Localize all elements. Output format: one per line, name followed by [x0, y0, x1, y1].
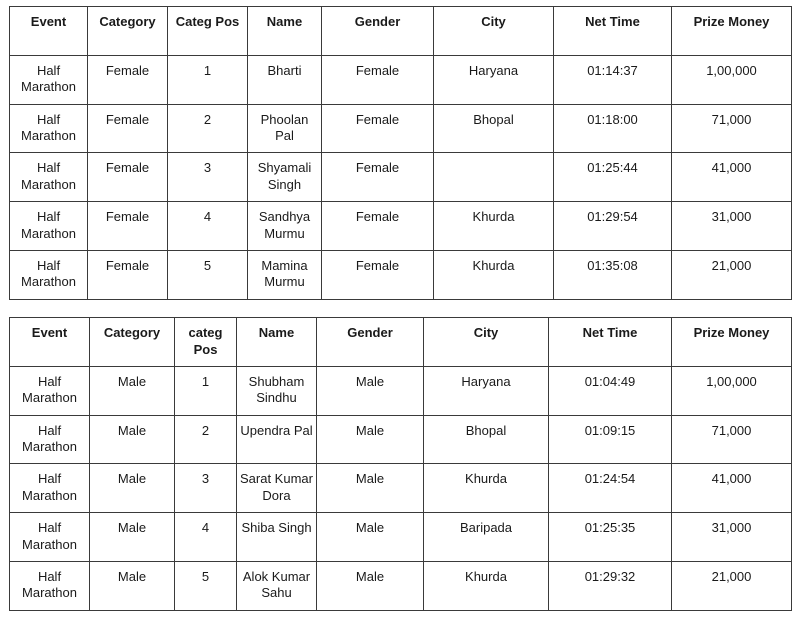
column-header-name: Name [248, 7, 322, 56]
cell-prize-money: 71,000 [672, 104, 792, 153]
column-header-gender: Gender [322, 7, 434, 56]
cell-category: Female [88, 153, 168, 202]
cell-event: Half Marathon [10, 250, 88, 299]
cell-category-position: 1 [168, 55, 248, 104]
column-header-event: Event [10, 7, 88, 56]
cell-city: Haryana [424, 366, 549, 415]
cell-category: Male [90, 561, 175, 610]
column-header-net-time: Net Time [549, 318, 672, 367]
cell-net-time: 01:35:08 [554, 250, 672, 299]
table-row [10, 153, 792, 202]
table-row [10, 104, 792, 153]
cell-city: Khurda [424, 464, 549, 513]
cell-name: Mamina Murmu [248, 250, 322, 299]
cell-gender: Male [317, 513, 424, 562]
cell-city: Baripada [424, 513, 549, 562]
cell-category: Female [88, 202, 168, 251]
column-header-category-position: categ Pos [175, 318, 237, 367]
cell-city: Haryana [434, 55, 554, 104]
table-row [10, 250, 792, 299]
table-row [10, 464, 792, 513]
cell-name: Shiba Singh [237, 513, 317, 562]
cell-name: Shyamali Singh [248, 153, 322, 202]
cell-event: Half Marathon [10, 202, 88, 251]
cell-category: Female [88, 104, 168, 153]
column-header-event: Event [10, 318, 90, 367]
cell-city: Khurda [434, 202, 554, 251]
female-results-body [10, 7, 792, 300]
cell-category-position: 4 [175, 513, 237, 562]
cell-city: Khurda [434, 250, 554, 299]
male-results-body [10, 318, 792, 611]
cell-city: Bhopal [434, 104, 554, 153]
cell-prize-money: 31,000 [672, 513, 792, 562]
cell-net-time: 01:25:35 [549, 513, 672, 562]
cell-name: Sandhya Murmu [248, 202, 322, 251]
cell-category: Male [90, 415, 175, 464]
cell-category-position: 3 [168, 153, 248, 202]
cell-city [434, 153, 554, 202]
table-row [10, 202, 792, 251]
cell-name: Bharti [248, 55, 322, 104]
table-row [10, 561, 792, 610]
cell-net-time: 01:29:54 [554, 202, 672, 251]
cell-gender: Male [317, 366, 424, 415]
cell-event: Half Marathon [10, 55, 88, 104]
cell-gender: Female [322, 153, 434, 202]
cell-event: Half Marathon [10, 513, 90, 562]
cell-category-position: 2 [168, 104, 248, 153]
table-row [10, 513, 792, 562]
cell-prize-money: 71,000 [672, 415, 792, 464]
cell-category-position: 5 [168, 250, 248, 299]
cell-gender: Female [322, 250, 434, 299]
female-results-table [9, 6, 792, 300]
column-header-net-time: Net Time [554, 7, 672, 56]
header-row [10, 7, 792, 56]
cell-net-time: 01:04:49 [549, 366, 672, 415]
male-results-table [9, 317, 792, 611]
cell-net-time: 01:24:54 [549, 464, 672, 513]
table-row [10, 366, 792, 415]
cell-category: Female [88, 55, 168, 104]
cell-category: Female [88, 250, 168, 299]
cell-category-position: 4 [168, 202, 248, 251]
cell-gender: Female [322, 202, 434, 251]
cell-category: Male [90, 464, 175, 513]
cell-gender: Female [322, 55, 434, 104]
column-header-prize-money: Prize Money [672, 7, 792, 56]
cell-net-time: 01:25:44 [554, 153, 672, 202]
cell-name: Upendra Pal [237, 415, 317, 464]
cell-net-time: 01:09:15 [549, 415, 672, 464]
cell-name: Sarat Kumar Dora [237, 464, 317, 513]
cell-prize-money: 21,000 [672, 250, 792, 299]
cell-city: Bhopal [424, 415, 549, 464]
cell-net-time: 01:14:37 [554, 55, 672, 104]
cell-gender: Female [322, 104, 434, 153]
cell-prize-money: 1,00,000 [672, 55, 792, 104]
cell-prize-money: 1,00,000 [672, 366, 792, 415]
cell-city: Khurda [424, 561, 549, 610]
column-header-category: Category [88, 7, 168, 56]
column-header-name: Name [237, 318, 317, 367]
cell-net-time: 01:18:00 [554, 104, 672, 153]
column-header-gender: Gender [317, 318, 424, 367]
cell-gender: Male [317, 561, 424, 610]
cell-category-position: 3 [175, 464, 237, 513]
cell-prize-money: 21,000 [672, 561, 792, 610]
cell-event: Half Marathon [10, 561, 90, 610]
cell-event: Half Marathon [10, 464, 90, 513]
cell-gender: Male [317, 415, 424, 464]
cell-prize-money: 41,000 [672, 153, 792, 202]
cell-net-time: 01:29:32 [549, 561, 672, 610]
column-header-city: City [424, 318, 549, 367]
cell-category-position: 2 [175, 415, 237, 464]
cell-category-position: 5 [175, 561, 237, 610]
cell-event: Half Marathon [10, 104, 88, 153]
cell-prize-money: 41,000 [672, 464, 792, 513]
cell-category: Male [90, 366, 175, 415]
table-row [10, 55, 792, 104]
cell-name: Shubham Sindhu [237, 366, 317, 415]
column-header-category-position: Categ Pos [168, 7, 248, 56]
header-row [10, 318, 792, 367]
cell-name: Phoolan Pal [248, 104, 322, 153]
cell-category-position: 1 [175, 366, 237, 415]
cell-category: Male [90, 513, 175, 562]
column-header-prize-money: Prize Money [672, 318, 792, 367]
cell-event: Half Marathon [10, 366, 90, 415]
column-header-category: Category [90, 318, 175, 367]
column-header-city: City [434, 7, 554, 56]
cell-prize-money: 31,000 [672, 202, 792, 251]
cell-name: Alok Kumar Sahu [237, 561, 317, 610]
cell-gender: Male [317, 464, 424, 513]
table-row [10, 415, 792, 464]
cell-event: Half Marathon [10, 153, 88, 202]
cell-event: Half Marathon [10, 415, 90, 464]
